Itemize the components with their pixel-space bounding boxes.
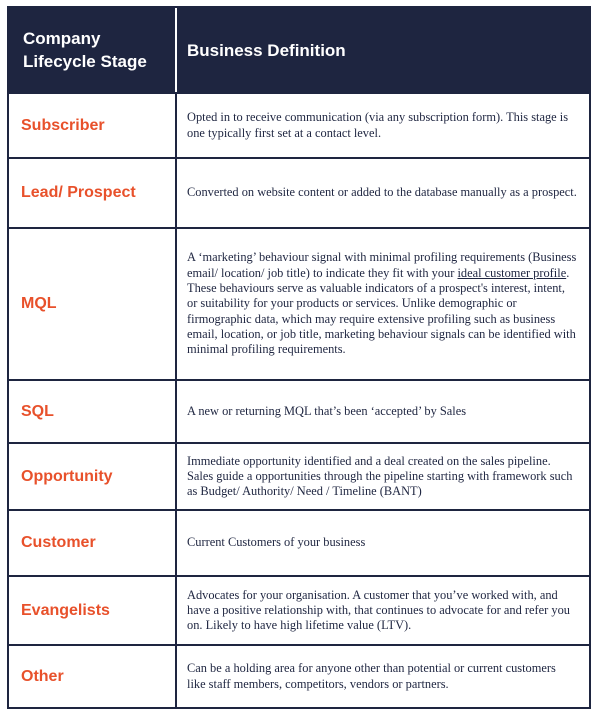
stage-evangelists: Evangelists [9,575,177,644]
stage-sql: SQL [9,379,177,442]
definition-sql: A new or returning MQL that’s been ‘accepted’ by Sales [177,379,589,442]
definition-evangelists: Advocates for your organisation. A customer that you’ve worked with, and have a positive relationship with, that continues to advocate for and refer you on. Likely to have high lifetime value (LTV). [177,575,589,644]
definition-other: Can be a holding area for anyone other than potential or current customers like staff members, competitors, vendors or partners. [177,644,589,707]
stage-customer: Customer [9,509,177,575]
stage-opportunity: Opportunity [9,442,177,509]
definition-mql-text-1: A ‘marketing’ behaviour signal with minimal profiling requirements (Business email/ location/ job title) to indicate they fit with your ideal customer profile. These behaviours serve as valuable indicators of a prospect's interest, intent, or suitability for your products or services. Unlike demographic or firmographic data, which may require extensive profiling such as business email, location, or job title, marketing behaviour signals can be identified with minimal profiling requirements. [187,250,577,357]
stage-subscriber: Subscriber [9,92,177,157]
header-stage: Company Lifecycle Stage [9,8,177,92]
stage-mql: MQL [9,227,177,379]
header-definition: Business Definition [177,8,589,92]
definition-opportunity: Immediate opportunity identified and a deal created on the sales pipeline. Sales guide a opportunities through the pipeline starting with framework such as Budget/ Authority/ Need / Timeline (BANT) [177,442,589,509]
definition-lead-prospect: Converted on website content or added to the database manually as a prospect. [177,157,589,227]
lifecycle-table [7,6,591,709]
stage-other: Other [9,644,177,707]
ideal-customer-profile-link[interactable]: ideal customer profile [457,265,567,280]
definition-mql [177,227,589,379]
definition-customer: Current Customers of your business [177,509,589,575]
definition-subscriber: Opted in to receive communication (via any subscription form). This stage is one typically first set at a contact level. [177,92,589,157]
stage-lead-prospect: Lead/ Prospect [9,157,177,227]
